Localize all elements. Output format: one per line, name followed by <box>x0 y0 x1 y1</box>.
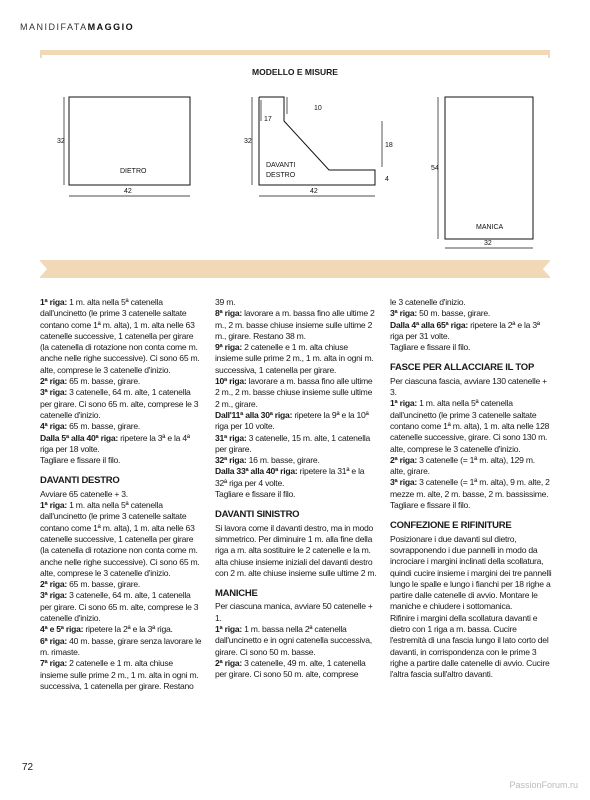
instruction-paragraph <box>40 455 202 466</box>
instruction-paragraph <box>40 297 202 376</box>
row-label: Dalla 33ª alla 40ª riga: <box>215 466 298 477</box>
page-number: 72 <box>22 762 34 773</box>
instruction-paragraph <box>215 433 377 456</box>
instruction-paragraph <box>40 421 202 432</box>
row-label: 2ª riga: <box>390 454 417 465</box>
instruction-paragraph <box>40 579 202 590</box>
instruction-text: 65 m. basse, girare. <box>66 579 141 590</box>
davanti-width: 42 <box>310 188 318 195</box>
row-label: 3ª riga: <box>40 387 67 398</box>
instruction-text: 3 catenelle, 49 m. alte, 1 catenella per girare. Ci sono 50 m. alte, comprese <box>215 657 366 680</box>
running-header <box>20 22 134 32</box>
instruction-text: Rifinire i margini della scollatura davanti e dietro con 1 riga a m. bassa. Cucire l'estremità di una fascia lungo il lato corto del davanti, in corrispondenza con le prime 3 righe a partire dalle catenelle di avvio. Cucire l'altra fascia sull'altro davanti. <box>390 612 550 680</box>
instruction-paragraph <box>390 320 552 343</box>
row-label: 3ª riga: <box>40 590 67 601</box>
manica-width: 32 <box>484 240 492 247</box>
davanti-right-small: 4 <box>385 176 389 183</box>
davanti-top-width: 10 <box>314 105 322 112</box>
row-label: 6ª riga: <box>40 635 67 646</box>
instruction-paragraph <box>40 658 202 692</box>
row-label: Dall'11ª alla 30ª riga: <box>215 409 293 420</box>
instruction-text: ripetere la 3ª e la 4ª riga per 18 volte. <box>40 432 190 454</box>
instruction-text: lavorare a m. bassa fino alle ultime 2 m., 2 m. basse chiuse insieme sulle ultime 2 m., girare. Restano 38 m. <box>215 308 375 341</box>
instruction-text: Tagliare e fissare il filo. <box>215 489 296 500</box>
davanti-top-inner: 17 <box>264 116 272 123</box>
instruction-text: 65 m. basse, girare. <box>66 421 141 432</box>
row-label: 2ª riga: <box>40 376 67 387</box>
text-column-2 <box>215 297 377 681</box>
manica-label: MANICA <box>476 224 504 231</box>
instruction-text: le 3 catenelle d'inizio. <box>390 297 466 307</box>
instruction-text: Posizionare i due davanti sul dietro, sovrapponendo i due pannelli in modo da incrociare i margini inclinati della scollatura, quindi cucire insieme i margini dei tre pannelli lungo le spalle e lungo i fianchi per 18 righe a partire dalle catenelle di avvio. Montare le maniche e chiudere i sottomanica. <box>390 533 552 612</box>
header-section: MAGGIO <box>87 22 135 32</box>
instruction-paragraph <box>215 658 377 681</box>
row-label: 2ª riga: <box>215 657 242 668</box>
section-heading: MANICHE <box>215 588 258 600</box>
row-label: 31ª riga: <box>215 432 247 443</box>
row-label: 1ª riga: <box>215 624 242 635</box>
section-heading: DAVANTI SINISTRO <box>215 509 300 521</box>
instruction-text: 3 catenelle, 64 m. alte, 1 catenella per girare. Ci sono 65 m. alte, comprese le 3 catenelle d'inizio. <box>40 387 199 420</box>
dietro-label: DIETRO <box>120 168 147 175</box>
instruction-text: 39 m. <box>215 297 236 307</box>
instruction-text: 65 m. basse, girare. <box>66 376 141 387</box>
instruction-text: 40 m. basse, girare senza lavorare le m. rimaste. <box>40 635 202 657</box>
row-label: 8ª riga: <box>215 308 242 319</box>
row-label: Dalla 5ª alla 40ª riga: <box>40 432 118 443</box>
section-heading: CONFEZIONE E RIFINITURE <box>390 520 512 532</box>
row-label: 32ª riga: <box>215 455 247 466</box>
instruction-text: Per ciascuna fascia, avviare 130 catenelle + 3. <box>390 375 547 398</box>
instruction-paragraph <box>40 387 202 421</box>
diagram-bottom-band <box>40 260 550 278</box>
instruction-text: 2 catenelle e 1 m. alta chiuse insieme sulle prime 2 m., 1 m. alta in ogni m. successiva, 1 catenella per girare. Restano <box>40 658 199 691</box>
instruction-paragraph <box>390 477 552 511</box>
watermark: PassionForum.ru <box>509 780 578 790</box>
instruction-text: 2 catenelle e 1 m. alta chiuse insieme sulle prime 2 m., 1 m. alta in ogni m. successiva, 1 catenella per girare. <box>215 342 374 375</box>
header-prefix: MANIDIFATA <box>20 22 88 32</box>
instruction-text: Tagliare e fissare il filo. <box>390 342 471 353</box>
text-column-3 <box>390 297 552 681</box>
instruction-text: 50 m. basse, girare. <box>416 308 491 319</box>
diagram-title: MODELLO E MISURE <box>252 67 338 77</box>
instruction-paragraph <box>390 376 552 399</box>
instruction-text: ripetere la 2ª e la 3ª riga. <box>83 624 173 635</box>
instruction-text: 1 m. alta nella 5ª catenella dall'uncinetto (le prime 3 catenelle saltate contano come 1ª m. alta), 1 m. alta nelle 128 catenelle successive, girare. Ci sono 130 m. alte, comprese le 3 catenelle d'inizio. <box>390 398 550 454</box>
row-label: 1ª riga: <box>40 297 67 307</box>
instruction-text: Si lavora come il davanti destro, ma in modo simmetrico. Per diminuire 1 m. alla fine della riga a m. alta sostituire le 2 catenelle e la m. alta chiuse insieme iniziali del davanti destro con 2 m. alte chiuse insieme sulle ultime 2 m. <box>215 522 377 578</box>
instruction-paragraph <box>40 489 202 500</box>
pattern-schematic <box>42 55 548 277</box>
instruction-paragraph <box>390 613 552 681</box>
instruction-text: 1 m. alta nella 5ª catenella dall'uncinetto (le prime 3 catenelle saltate contano come 1ª m. alta), 1 m. alta nelle 63 catenelle successive, 1 catenella per girare (la catenella di rotazione non conta come m. anche nelle righe successive). Ci sono 65 m. alte, comprese le 3 catenelle d'inizio. <box>40 500 200 578</box>
manica-height: 54 <box>431 165 439 172</box>
instruction-paragraph <box>40 376 202 387</box>
section-heading: DAVANTI DESTRO <box>40 475 120 487</box>
instruction-paragraph <box>40 500 202 579</box>
instruction-paragraph <box>215 455 377 466</box>
diagram-box <box>42 55 548 277</box>
row-label: 9ª riga: <box>215 342 242 353</box>
instruction-paragraph <box>390 342 552 353</box>
davanti-label-1: DAVANTI <box>266 162 296 169</box>
instruction-paragraph <box>215 410 377 433</box>
instruction-paragraph <box>40 624 202 635</box>
instruction-paragraph <box>215 489 377 500</box>
instruction-paragraph <box>215 624 377 658</box>
instruction-text: 3 catenelle (= 1ª m. alta), 129 m. alte, girare. <box>390 454 535 477</box>
instruction-paragraph <box>40 433 202 456</box>
row-label: 7ª riga: <box>40 658 67 669</box>
instruction-paragraph <box>390 297 552 308</box>
instruction-text: 3 catenelle, 15 m. alte, 1 catenella per girare. <box>215 432 371 454</box>
row-label: 1ª riga: <box>40 500 67 511</box>
section-heading: FASCE PER ALLACCIARE IL TOP <box>390 362 535 374</box>
instruction-paragraph <box>215 601 377 624</box>
instruction-text: Avviare 65 catenelle + 3. <box>40 488 128 499</box>
instruction-text: 1 m. bassa nella 2ª catenella dall'uncinetto e in ogni catenella successiva, girare. Ci sono 50 m. basse. <box>215 624 372 657</box>
row-label: 3ª riga: <box>390 477 417 488</box>
text-column-1 <box>40 297 202 692</box>
instruction-text: 16 m. basse, girare. <box>246 455 320 466</box>
instruction-paragraph <box>390 455 552 478</box>
row-label: 4ª e 5ª riga: <box>40 624 84 635</box>
instruction-text: ripetere la 9ª e la 10ª riga per 10 volte. <box>215 409 369 432</box>
davanti-left-height: 32 <box>244 138 252 145</box>
manica-panel <box>445 97 533 239</box>
instruction-text: lavorare a m. bassa fino alle ultime 2 m., 2 m. basse chiuse insieme sulle ultime 2 m., girare. <box>215 376 373 409</box>
instruction-text: ripetere la 31ª e la 32ª riga per 4 volte. <box>215 466 365 488</box>
row-label: Dalla 4ª alla 65ª riga: <box>390 319 468 330</box>
instruction-paragraph <box>40 636 202 659</box>
row-label: 1ª riga: <box>390 398 417 409</box>
instruction-paragraph <box>390 534 552 613</box>
instruction-paragraph <box>215 466 377 489</box>
instruction-text: ripetere la 2ª e la 3ª riga per 31 volte. <box>390 319 540 341</box>
instruction-text: 1 m. alta nella 5ª catenella dall'uncinetto (le prime 3 catenelle saltate contano come 1ª m. alta), 1 m. alta nelle 63 catenelle successive, 1 catenella per girare (la catenella di rotazione non conta come m. anche nelle righe successive). Ci sono 65 m. alte, comprese le 3 catenelle d'inizio. <box>40 297 200 375</box>
instruction-paragraph <box>215 308 377 342</box>
instruction-paragraph <box>40 590 202 624</box>
row-label: 3ª riga: <box>390 308 417 319</box>
row-label: 2ª riga: <box>40 579 67 590</box>
instruction-text: 3 catenelle, 64 m. alte, 1 catenella per girare. Ci sono 65 m. alte, comprese le 3 catenelle d'inizio. <box>40 590 199 624</box>
instruction-paragraph <box>215 376 377 410</box>
davanti-right-height: 18 <box>385 142 393 149</box>
instruction-paragraph <box>390 308 552 319</box>
davanti-label-2: DESTRO <box>266 172 296 179</box>
instruction-paragraph <box>390 398 552 454</box>
instruction-text: Tagliare e fissare il filo. <box>40 455 121 466</box>
instruction-paragraph <box>215 523 377 579</box>
instruction-text: 3 catenelle (= 1ª m. alta), 9 m. alte, 2 mezze m. alte, 2 m. basse, 2 m. bassissime. Tagliare e fissare il filo. <box>390 477 550 511</box>
row-label: 4ª riga: <box>40 421 67 432</box>
row-label: 10ª riga: <box>215 376 247 387</box>
instruction-paragraph <box>215 297 377 308</box>
dietro-width: 42 <box>124 188 132 195</box>
instruction-text: Per ciascuna manica, avviare 50 catenelle + 1. <box>215 601 373 623</box>
dietro-height: 32 <box>57 138 65 145</box>
instruction-paragraph <box>215 342 377 376</box>
